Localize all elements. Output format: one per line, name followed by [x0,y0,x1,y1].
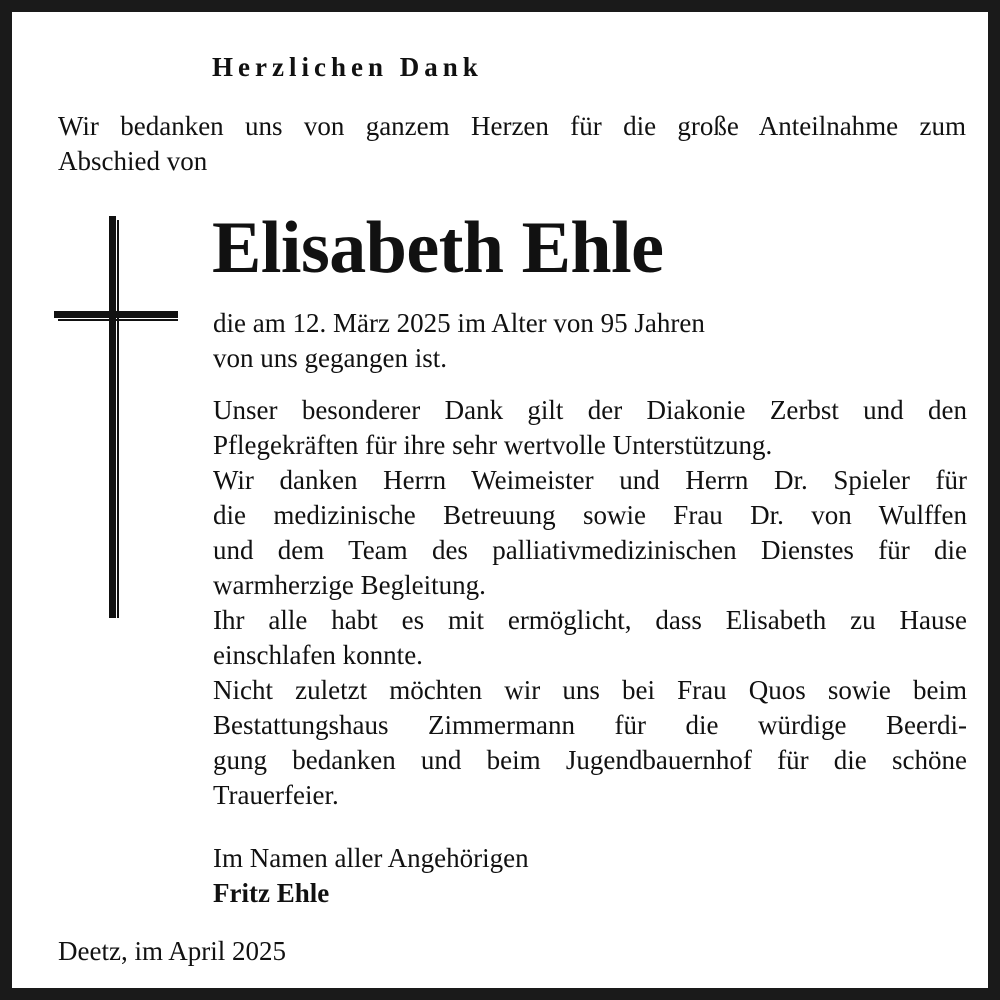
death-info [213,306,967,376]
thanks-line: Trauerfeier. [213,780,339,810]
heading: Herzlichen Dank [212,52,483,82]
signature [213,841,967,911]
cross-icon [54,216,178,618]
thanks-line: gung bedanken und beim Jugendbauernhof für die schöne [213,745,967,775]
thanks-line: Pflegekräften für ihre sehr wertvolle Unterstützung. [213,430,773,460]
thanks-paragraph [213,393,967,813]
death-info-line: die am 12. März 2025 im Alter von 95 Jahren [213,308,705,338]
signature-line: Im Namen aller Angehörigen [213,843,529,873]
death-info-line: von uns gegangen ist. [213,343,447,373]
intro-line: Wir bedanken uns von ganzem Herzen für die große Anteilnahme zum [58,111,966,141]
thanks-line: einschlafen konnte. [213,640,423,670]
thanks-line: Nicht zuletzt möchten wir uns bei Frau Quos sowie beim [213,675,967,705]
signer-name: Fritz Ehle [213,878,330,908]
thanks-line: die medizinische Betreuung sowie Frau Dr. von Wulffen [213,500,967,530]
place-date: Deetz, im April 2025 [58,936,286,966]
thanks-line: und dem Team des palliativmedizinischen Dienstes für die [213,535,967,565]
intro-line: Abschied von [58,146,208,176]
thanks-line: Ihr alle habt es mit ermöglicht, dass Elisabeth zu Hause [213,605,967,635]
deceased-name: Elisabeth Ehle [212,207,664,289]
thanks-line: warmherzige Begleitung. [213,570,486,600]
thanks-line: Wir danken Herrn Weimeister und Herrn Dr. Spieler für [213,465,967,495]
thanks-line: Unser besonderer Dank gilt der Diakonie Zerbst und den [213,395,967,425]
intro-text [58,109,966,179]
thanks-line: Bestattungshaus Zimmermann für die würdige Beerdi- [213,710,967,740]
